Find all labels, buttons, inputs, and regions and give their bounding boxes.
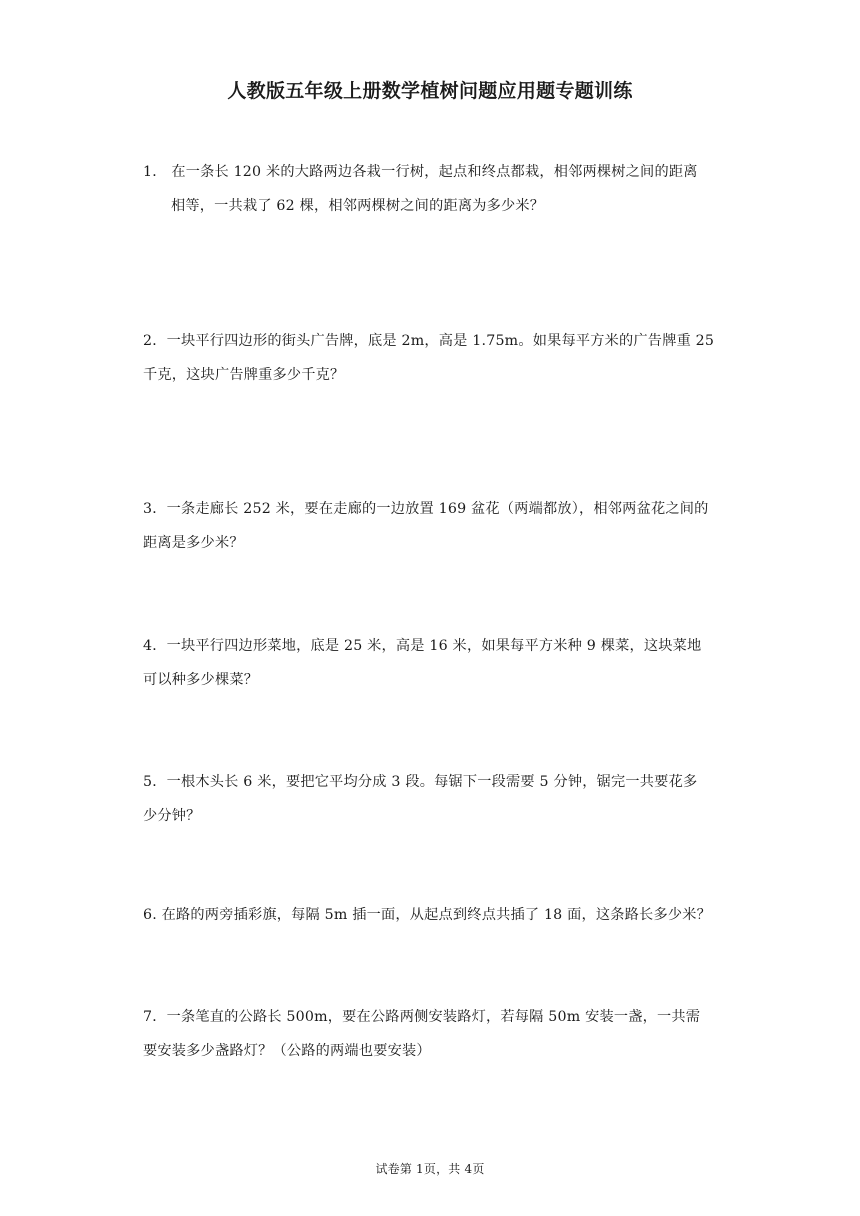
question-line: 可以种多少棵菜？ [143, 672, 259, 688]
question-7 [143, 1000, 723, 1068]
question-line: 少分钟？ [143, 808, 201, 824]
page-footer: 试卷第 1页，共 4页 [375, 1162, 485, 1176]
question-4 [143, 629, 723, 697]
question-line: 千克，这块广告牌重多少千克？ [143, 367, 345, 383]
question-line: 相等，一共栽了 62 棵，相邻两棵树之间的距离为多少米？ [171, 198, 545, 214]
page-title: 人教版五年级上册数学植树问题应用题专题训练 [227, 80, 633, 102]
question-line: 3．一条走廊长 252 米，要在走廊的一边放置 169 盆花（两端都放），相邻两盆花之间的 [143, 501, 709, 517]
question-1 [143, 155, 723, 223]
question-line: 7．一条笔直的公路长 500m，要在公路两侧安装路灯，若每隔 50m 安装一盏，一共需 [143, 1009, 701, 1025]
question-line: 4．一块平行四边形菜地，底是 25 米，高是 16 米，如果每平方米种 9 棵菜，这块菜地 [143, 638, 702, 654]
question-line: 6. 在路的两旁插彩旗，每隔 5m 插一面，从起点到终点共插了 18 面，这条路长多少米？ [143, 907, 711, 923]
question-line: 1． 在一条长 120 米的大路两边各栽一行树，起点和终点都栽，相邻两棵树之间的距离 [143, 164, 698, 180]
question-line: 要安装多少盏路灯？（公路的两端也要安装） [143, 1043, 431, 1059]
question-line: 2．一块平行四边形的街头广告牌，底是 2m，高是 1.75m。如果每平方米的广告牌重 25 [143, 333, 715, 349]
question-3 [143, 492, 723, 560]
question-2 [143, 324, 723, 392]
question-line: 5．一根木头长 6 米，要把它平均分成 3 段。每锯下一段需要 5 分钟，锯完一共要花多 [143, 774, 698, 790]
question-5 [143, 765, 723, 833]
question-6 [143, 898, 723, 932]
question-line: 距离是多少米？ [143, 535, 244, 551]
